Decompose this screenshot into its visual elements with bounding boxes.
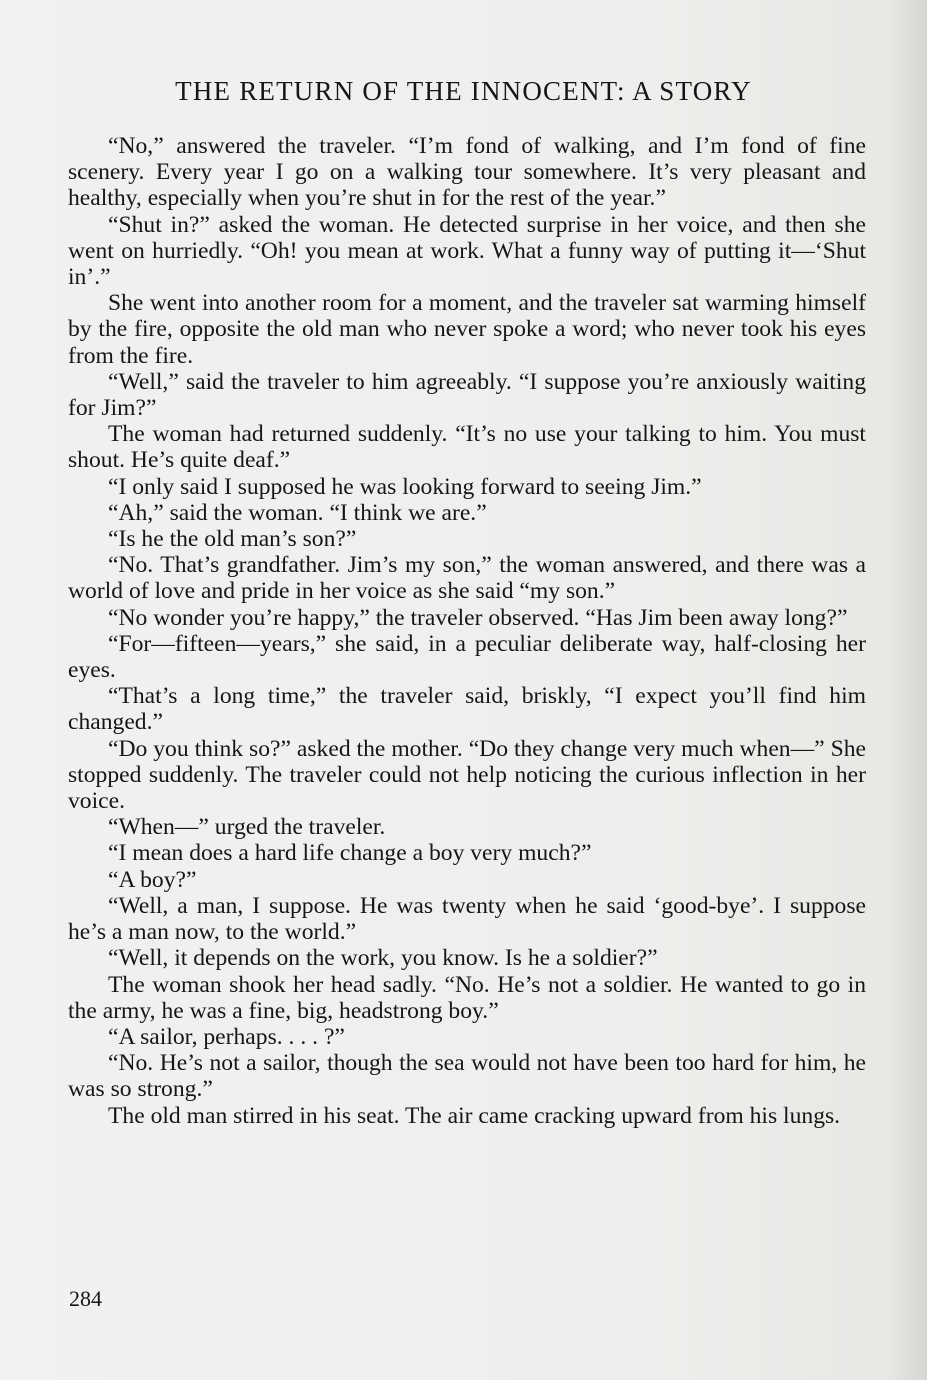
body-text: [68, 133, 866, 1129]
page-edge-shadow: [887, 0, 927, 1380]
paragraph-7: “Ah,” said the woman. “I think we are.”: [108, 499, 487, 526]
paragraph-22: The old man stirred in his seat. The air came cracking upward from his lungs.: [108, 1102, 841, 1129]
paragraph-8: “Is he the old man’s son?”: [108, 526, 357, 553]
running-head: THE RETURN OF THE INNOCENT: A STORY: [175, 76, 752, 106]
paragraph-18: “Well, it depends on the work, you know. Is he a soldier?”: [108, 945, 658, 972]
paragraph-15: “I mean does a hard life change a boy very much?”: [108, 840, 592, 867]
paragraph-1: “No,” answered the traveler. “I’m fond of walking, and I’m fond of fine scenery. Every year I go on a walking tour somewhere. It’s very pleasant and healthy, especially when you’re shut in for the rest of the year.”: [68, 133, 866, 212]
paragraph-20: “A sailor, perhaps. . . . ?”: [108, 1023, 345, 1050]
paragraph-17: “Well, a man, I suppose. He was twenty when he said ‘good-bye’. I suppose he’s a man now, to the world.”: [68, 892, 866, 946]
paragraph-21: “No. He’s not a sailor, though the sea would not have been too hard for him, he was so strong.”: [68, 1050, 866, 1103]
paragraph-2: “Shut in?” asked the woman. He detected surprise in her voice, and then she went on hurriedly. “Oh! you mean at work. What a funny way of putting it—‘Shut in’.”: [68, 211, 866, 291]
page-number: 284: [69, 1286, 102, 1311]
paragraph-10: “No wonder you’re happy,” the traveler observed. “Has Jim been away long?”: [108, 604, 848, 631]
paragraph-13: “Do you think so?” asked the mother. “Do they change very much when—” She stopped suddenly. The traveler could not help noticing the curious inflection in her voice.: [68, 735, 866, 815]
paragraph-4: “Well,” said the traveler to him agreeably. “I suppose you’re anxiously waiting for Jim?”: [68, 368, 866, 422]
paragraph-6: “I only said I supposed he was looking forward to seeing Jim.”: [108, 473, 702, 500]
paragraph-19: The woman shook her head sadly. “No. He’s not a soldier. He wanted to go in the army, he was a fine, big, headstrong boy.”: [68, 971, 866, 1024]
paragraph-12: “That’s a long time,” the traveler said, briskly, “I expect you’ll find him changed.”: [68, 683, 866, 736]
paragraph-9: “No. That’s grandfather. Jim’s my son,” the woman answered, and there was a world of love and pride in her voice as she said “my son.”: [68, 552, 866, 605]
paragraph-3: She went into another room for a moment, and the traveler sat warming himself by the fire, opposite the old man who never spoke a word; who never took his eyes from the fire.: [68, 290, 866, 369]
paragraph-14: “When—” urged the traveler.: [108, 814, 386, 841]
paragraph-11: “For—fifteen—years,” she said, in a peculiar deliberate way, half-closing her eyes.: [68, 630, 866, 684]
paragraph-5: The woman had returned suddenly. “It’s no use your talking to him. You must shout. He’s quite deaf.”: [68, 421, 866, 474]
paragraph-16: “A boy?”: [108, 866, 197, 893]
